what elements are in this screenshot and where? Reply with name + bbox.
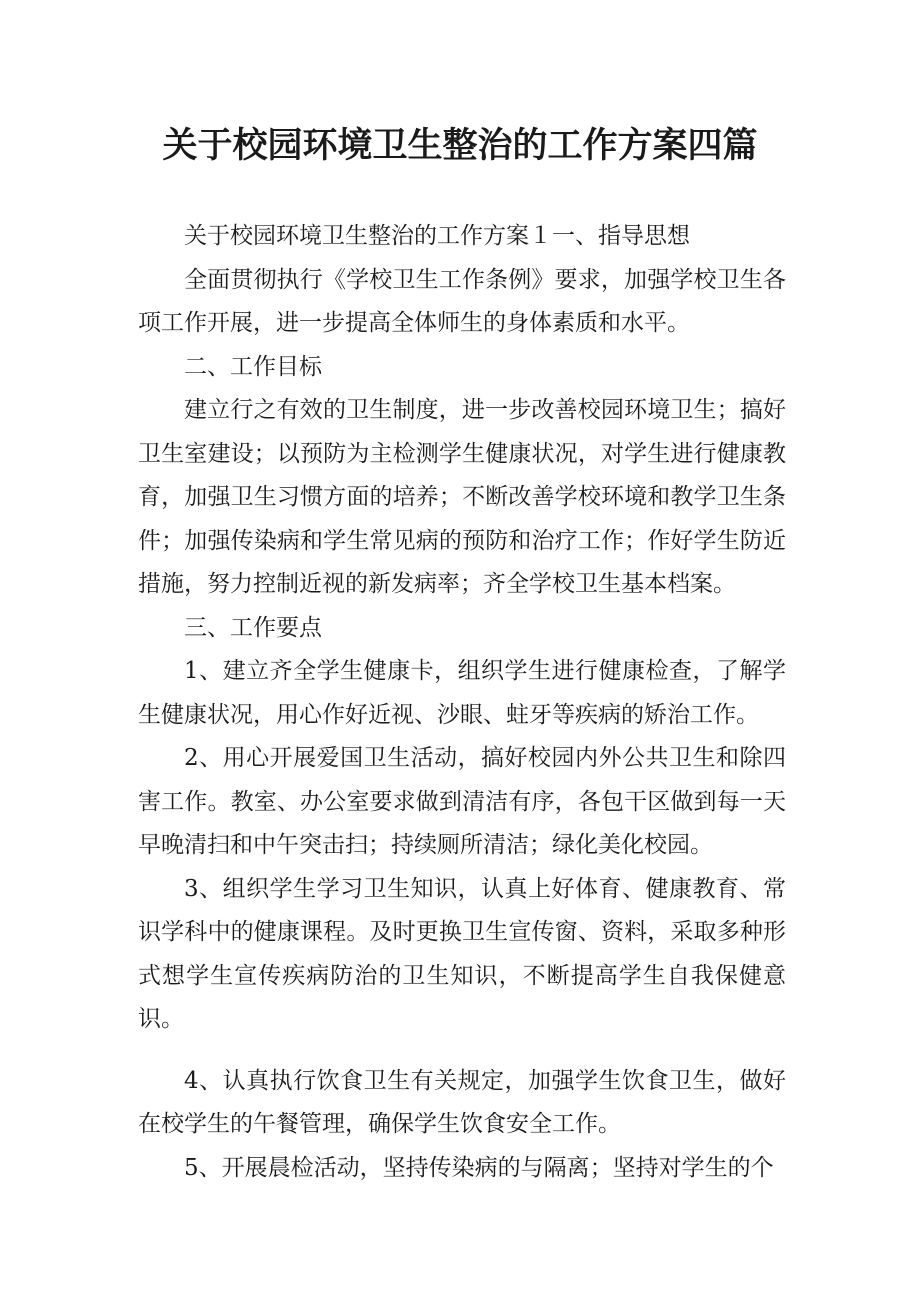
document-body: [138, 215, 786, 1190]
paragraph-intro-heading: 关于校园环境卫生整治的工作方案１一、指导思想: [184, 223, 690, 249]
paragraph-section-keypoints-heading: 三、工作要点: [184, 614, 322, 641]
paragraph-section-goals-heading: 二、工作目标: [184, 353, 322, 380]
paragraph-point-2: 2、用心开展爱国卫生活动，搞好校园内外公共卫生和除四害工作。教室、办公室要求做到清洁有序，各包干区做到每一天早晚清扫和中午突击扫；持续厕所清洁；绿化美化校园。: [138, 745, 786, 858]
paragraph-goals: 建立行之有效的卫生制度，进一步改善校园环境卫生；搞好卫生室建设；以预防为主检测学生健康状况，对学生进行健康教育，加强卫生习惯方面的培养；不断改善学校环境和教学卫生条件；加强传染病和学生常见病的预防和治疗工作；作好学生防近措施，努力控制近视的新发病率；齐全学校卫生基本档案。: [138, 397, 786, 597]
paragraph-guiding-thought: 全面贯彻执行《学校卫生工作条例》要求，加强学校卫生各项工作开展，进一步提高全体师生的身体素质和水平。: [138, 266, 786, 336]
document-title: 关于校园环境卫生整治的工作方案四篇: [162, 126, 758, 166]
paragraph-point-5: 5、开展晨检活动，坚持传染病的与隔离；坚持对学生的个: [184, 1154, 774, 1181]
paragraph-point-1: 1、建立齐全学生健康卡，组织学生进行健康检查，了解学生健康状况，用心作好近视、沙眼、蛀牙等疾病的矫治工作。: [138, 658, 786, 728]
paragraph-point-4: 4、认真执行饮食卫生有关规定，加强学生饮食卫生，做好在校学生的午餐管理，确保学生饮食安全工作。: [138, 1067, 786, 1137]
paragraph-point-3: 3、组织学生学习卫生知识，认真上好体育、健康教育、常识学科中的健康课程。及时更换卫生宣传窗、资料，采取多种形式想学生宣传疾病防治的卫生知识，不断提高学生自我保健意识。: [138, 875, 786, 1032]
